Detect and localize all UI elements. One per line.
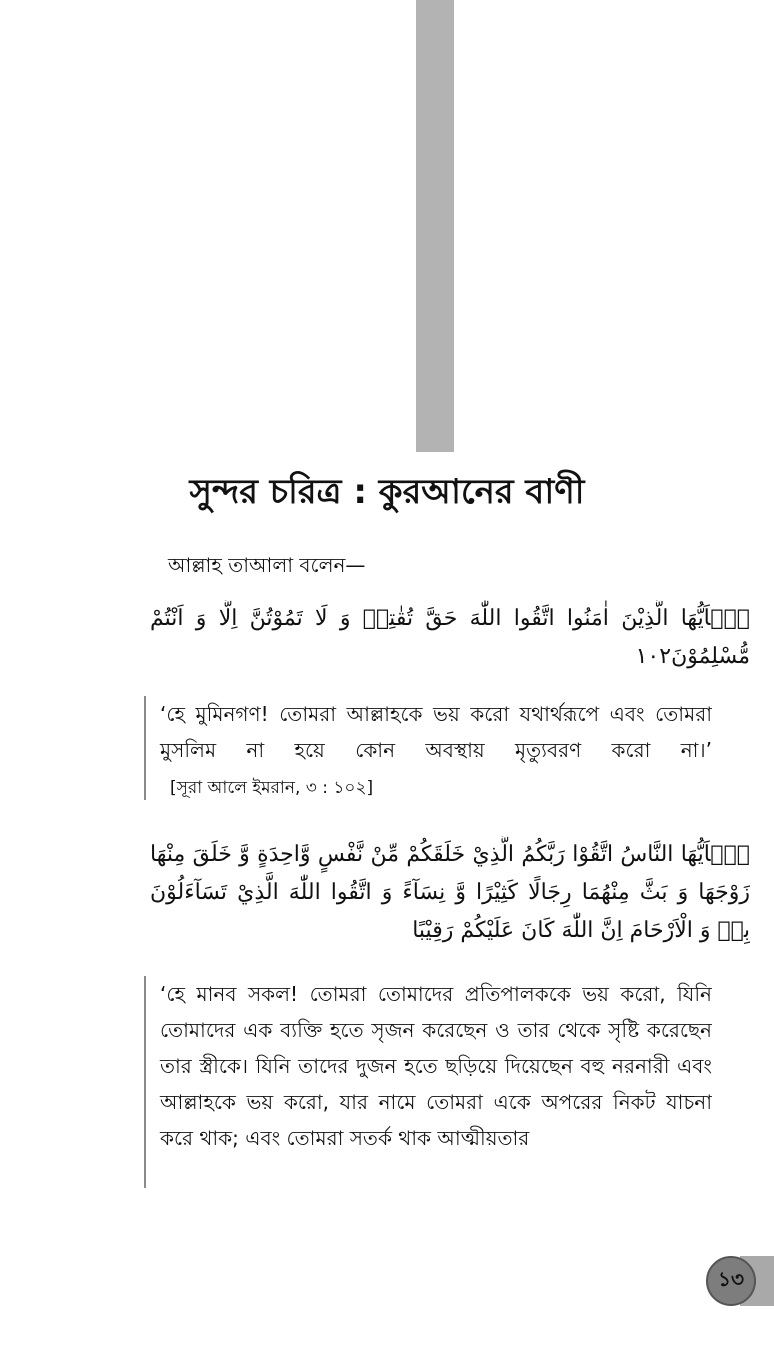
translation-quote-1	[144, 696, 712, 800]
chapter-header-bar	[416, 0, 454, 452]
arabic-verse-1: يٰۤاَيُّهَا الَّذِيْنَ اٰمَنُوا اتَّقُوا اللّٰهَ حَقَّ تُقٰتِهٖ وَ لَا تَمُوْتُنَّ اِلَّا وَ اَنْتُمْ مُّسْلِمُوْنَ۱۰۲	[150, 606, 750, 669]
page-number-badge	[706, 1256, 756, 1306]
chapter-title: সুন্দর চরিত্র : কুরআনের বাণী	[189, 472, 585, 512]
verse-citation-1: [সূরা আলে ইমরান, ৩ : ১০২]	[170, 778, 374, 798]
translation-text-2: ‘হে মানব সকল! তোমরা তোমাদের প্রতিপালককে ভয় করো, যিনি তোমাদের এক ব্যক্তি হতে সৃজন করেছেন ও তার থেকে সৃষ্টি করেছেন তার স্ত্রীকে। যিনি তাদের দুজন হতে ছড়িয়ে দিয়েছেন বহু নরনারী এবং আল্লাহকে ভয় করো, যার নামে তোমরা একে অপরের নিকট যাচনা করে থাক; এবং তোমরা সতর্ক থাক আত্মীয়তার	[160, 982, 712, 1150]
translation-quote-2	[144, 976, 712, 1188]
arabic-verse-2: يٰۤاَيُّهَا النَّاسُ اتَّقُوْا رَبَّكُمُ الَّذِيْ خَلَقَكُمْ مِّنْ نَّفْسٍ وَّاحِدَةٍ وَّ خَلَقَ مِنْهَا زَوْجَهَا وَ بَثَّ مِنْهُمَا رِجَالًا كَثِيْرًا وَّ نِسَآءً وَ اتَّقُوا اللّٰهَ الَّذِيْ تَسَآءَلُوْنَ بِهٖ وَ الْاَرْحَامَ اِنَّ اللّٰهَ كَانَ عَلَيْكُمْ رَقِيْبًا	[150, 842, 750, 943]
intro-text: আল্লাহ তাআলা বলেন—	[168, 553, 366, 577]
page-number: ১৩	[718, 1266, 744, 1291]
translation-text-1: ‘হে মুমিনগণ! তোমরা আল্লাহকে ভয় করো যথার্থরূপে এবং তোমরা মুসলিম না হয়ে কোন অবস্থায় মৃত্যুবরণ করো না।’	[160, 702, 712, 762]
